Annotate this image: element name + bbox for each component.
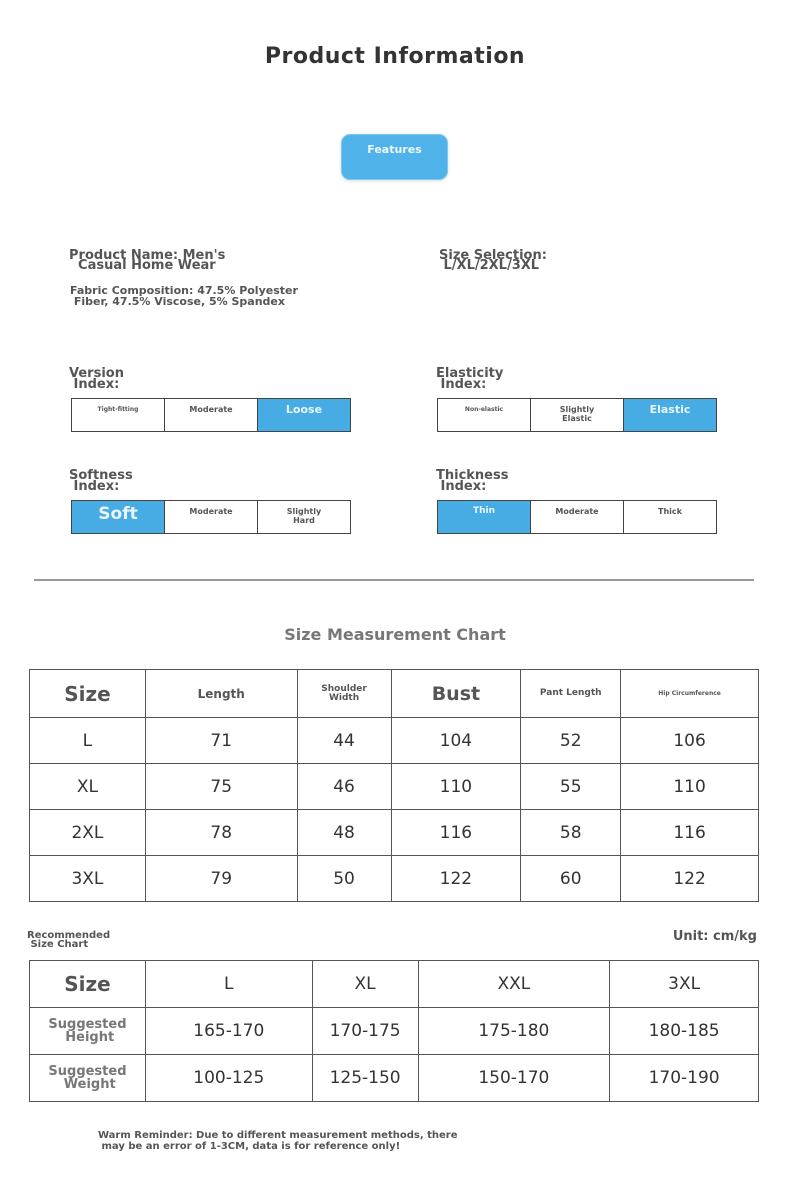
pant-length-cell: 60 (521, 856, 621, 902)
softness-index-scale (71, 500, 351, 534)
page-title: Product Information (264, 44, 526, 69)
header-bust: Bust (391, 670, 521, 718)
size-selection: Size Selection: L/XL/2XL/3XL (439, 248, 547, 273)
header-size-xxl: XXL (418, 961, 610, 1008)
recommended-chart-label: Recommended Size Chart (27, 930, 111, 950)
recommended-table (29, 960, 759, 1102)
measurement-header-row (30, 670, 759, 718)
version-option-tight-fitting: Tight-fitting (72, 399, 165, 431)
length-cell: 78 (145, 810, 297, 856)
header-hip-circumference: Hip Circumference (621, 670, 759, 718)
size-cell: L (30, 718, 146, 764)
bust-cell: 122 (391, 856, 521, 902)
shoulder-cell: 46 (297, 764, 391, 810)
header-length: Length (145, 670, 297, 718)
unit-label: Unit: cm/kg (672, 929, 757, 944)
pant-length-cell: 52 (521, 718, 621, 764)
header-size-xl: XL (312, 961, 418, 1008)
table-row (30, 856, 759, 902)
height-cell: 170-175 (312, 1008, 418, 1055)
elasticity-option-non-elastic: Non-elastic (438, 399, 531, 431)
elasticity-index-label: Elasticity Index: (436, 366, 504, 392)
softness-option-moderate: Moderate (165, 501, 258, 533)
weight-cell: 100-125 (145, 1055, 312, 1102)
header-shoulder-width: Shoulder Width (297, 670, 391, 718)
fabric-composition: Fabric Composition: 47.5% Polyester Fiber, 47.5% Viscose, 5% Spandex (70, 284, 298, 308)
section-divider (34, 579, 754, 581)
elasticity-option-elastic: Elastic (624, 399, 716, 431)
version-option-moderate: Moderate (165, 399, 258, 431)
elasticity-option-slightly-elastic: Slightly Elastic (531, 399, 624, 431)
bust-cell: 104 (391, 718, 521, 764)
header-pant-length: Pant Length (521, 670, 621, 718)
product-name: Product Name: Men's Casual Home Wear (69, 248, 226, 273)
weight-cell: 150-170 (418, 1055, 610, 1102)
table-row (30, 810, 759, 856)
version-index-scale (71, 398, 351, 432)
header-size: Size (30, 670, 146, 718)
suggested-height-label: Suggested Height (30, 1008, 146, 1055)
thickness-option-thin: Thin (438, 501, 531, 533)
weight-cell: 170-190 (610, 1055, 759, 1102)
length-cell: 79 (145, 856, 297, 902)
bust-cell: 110 (391, 764, 521, 810)
header-size-l: L (145, 961, 312, 1008)
version-index-label: Version Index: (69, 366, 124, 392)
hip-cell: 106 (621, 718, 759, 764)
header-size: Size (30, 961, 146, 1008)
length-cell: 71 (145, 718, 297, 764)
weight-cell: 125-150 (312, 1055, 418, 1102)
hip-cell: 122 (621, 856, 759, 902)
measurement-chart-title: Size Measurement Chart (284, 625, 506, 644)
height-cell: 175-180 (418, 1008, 610, 1055)
suggested-weight-label: Suggested Weight (30, 1055, 146, 1102)
features-button[interactable]: Features (341, 134, 448, 180)
version-option-loose: Loose (258, 399, 350, 431)
thickness-option-moderate: Moderate (531, 501, 624, 533)
height-cell: 165-170 (145, 1008, 312, 1055)
elasticity-index-scale (437, 398, 717, 432)
softness-option-soft: Soft (72, 501, 165, 533)
table-row (30, 1055, 759, 1102)
hip-cell: 110 (621, 764, 759, 810)
softness-index-label: Softness Index: (69, 468, 133, 494)
table-row (30, 718, 759, 764)
thickness-index-label: Thickness Index: (436, 468, 509, 494)
shoulder-cell: 50 (297, 856, 391, 902)
recommended-header-row (30, 961, 759, 1008)
softness-option-slightly-hard: Slightly Hard (258, 501, 350, 533)
hip-cell: 116 (621, 810, 759, 856)
shoulder-cell: 48 (297, 810, 391, 856)
height-cell: 180-185 (610, 1008, 759, 1055)
table-row (30, 1008, 759, 1055)
size-cell: XL (30, 764, 146, 810)
pant-length-cell: 58 (521, 810, 621, 856)
size-cell: 2XL (30, 810, 146, 856)
thickness-index-scale (437, 500, 717, 534)
header-size-3xl: 3XL (610, 961, 759, 1008)
size-cell: 3XL (30, 856, 146, 902)
shoulder-cell: 44 (297, 718, 391, 764)
warm-reminder: Warm Reminder: Due to different measurement methods, there may be an error of 1-3CM, data is for reference only! (98, 1130, 458, 1152)
table-row (30, 764, 759, 810)
thickness-option-thick: Thick (624, 501, 716, 533)
bust-cell: 116 (391, 810, 521, 856)
measurement-table (29, 669, 759, 902)
length-cell: 75 (145, 764, 297, 810)
pant-length-cell: 55 (521, 764, 621, 810)
